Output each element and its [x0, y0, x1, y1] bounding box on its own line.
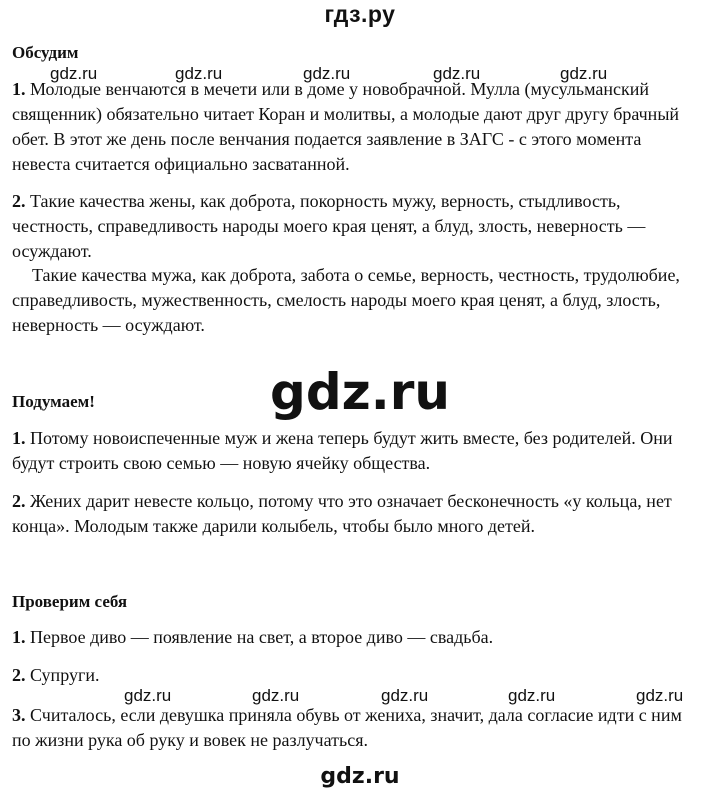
- answer-text: Жених дарит невесте кольцо, потому что это означает бесконечность «у кольца, нет конца». Молодым также дарили колыбель, чтобы было много детей.: [12, 491, 672, 536]
- watermark-small: gdz.ru: [303, 64, 351, 83]
- answer-number: 1.: [12, 428, 26, 448]
- watermark-small: gdz.ru: [175, 64, 223, 83]
- site-watermark-top: гдз.ру: [324, 1, 396, 27]
- discuss-answer-2-continued: [12, 263, 702, 338]
- answer-number: 2.: [12, 491, 26, 511]
- watermark-small: gdz.ru: [636, 686, 684, 705]
- answer-text: Молодые венчаются в мечети или в доме у новобрачной. Мулла (мусульманский священник) обязательно читает Коран и молитвы, а молодые дают друг другу брачный обет. В этот же день после венчания подается заявление в ЗАГС - с этого момента невеста считается официально засватанной.: [12, 79, 680, 174]
- watermark-large: gdz.ru: [270, 363, 450, 421]
- discuss-answer-2: [12, 189, 702, 264]
- section-title-check: Проверим себя: [12, 592, 128, 611]
- section-title-discuss: Обсудим: [12, 43, 79, 62]
- answer-text: Такие качества жены, как доброта, покорность мужу, верность, стыдливость, честность, справедливость народы моего края ценят, а блуд, злость, неверность — осуждают.: [12, 191, 646, 261]
- answer-text: Первое диво — появление на свет, а второе диво — свадьба.: [30, 627, 494, 647]
- watermark-small: gdz.ru: [433, 64, 481, 83]
- section-title-think: Подумаем!: [12, 392, 95, 411]
- think-answer-2: [12, 489, 702, 539]
- watermark-small: gdz.ru: [50, 64, 98, 83]
- answer-number: 1.: [12, 627, 26, 647]
- answer-number: 2.: [12, 665, 26, 685]
- watermark-bottom: gdz.ru: [320, 764, 400, 789]
- watermark-small: gdz.ru: [508, 686, 556, 705]
- answer-number: 3.: [12, 705, 26, 725]
- answer-text: Такие качества мужа, как доброта, забота о семье, верность, честность, трудолюбие, справедливость, мужественность, смелость народы моего края ценят, а блуд, злость, неверность — осуждают.: [12, 265, 680, 335]
- check-answer-2: [12, 663, 702, 688]
- answer-text: Супруги.: [30, 665, 100, 685]
- answer-text: Потому новоиспеченные муж и жена теперь будут жить вместе, без родителей. Они будут строить свою семью — новую ячейку общества.: [12, 428, 673, 473]
- watermark-small: gdz.ru: [560, 64, 608, 83]
- answer-text: Считалось, если девушка приняла обувь от жениха, значит, дала согласие идти с ним по жизни рука об руку и вовек не разлучаться.: [12, 705, 682, 750]
- watermark-small: gdz.ru: [381, 686, 429, 705]
- check-answer-1: [12, 625, 702, 650]
- think-answer-1: [12, 426, 702, 476]
- answer-number: 2.: [12, 191, 26, 211]
- discuss-answer-1: [12, 77, 702, 177]
- check-answer-3: [12, 703, 702, 753]
- watermark-small: gdz.ru: [124, 686, 172, 705]
- watermark-small: gdz.ru: [252, 686, 300, 705]
- answer-number: 1.: [12, 79, 26, 99]
